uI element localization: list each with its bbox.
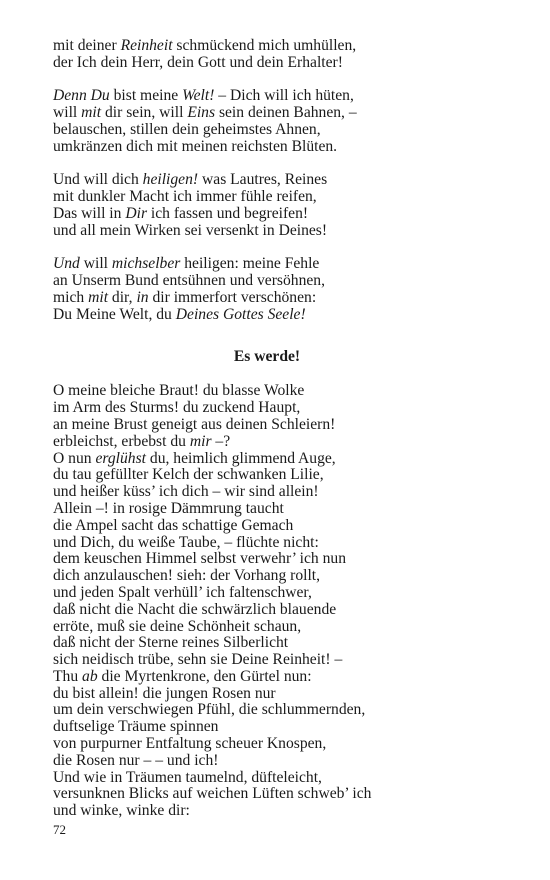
verse-line xyxy=(53,518,523,535)
verse-line xyxy=(53,686,523,703)
verse-line xyxy=(53,172,523,189)
verse-line xyxy=(53,273,523,290)
page-number: 72 xyxy=(53,822,66,837)
verse-line xyxy=(53,770,523,787)
text-segment: O nun xyxy=(53,449,96,467)
text-segment: im Arm des Sturms! du zuckend Haupt, xyxy=(53,399,301,417)
verse-line xyxy=(53,417,523,434)
text-segment: der Ich dein Herr, dein Gott und dein Erhalter! xyxy=(53,53,343,71)
text-segment: und heißer küss’ ich dich – wir sind allein! xyxy=(53,483,319,501)
italic-text: mir xyxy=(189,432,212,450)
text-segment: – Dich will ich hüten, xyxy=(214,87,354,105)
text-segment: du tau gefüllter Kelch der schwanken Lilie, xyxy=(53,466,324,484)
text-segment: und jeden Spalt verhüll’ ich faltenschwer, xyxy=(53,583,312,601)
text-segment: mich xyxy=(53,288,89,306)
verse-line xyxy=(53,307,523,324)
text-segment: die Ampel sacht das schattige Gemach xyxy=(53,516,294,534)
text-segment: dem keuschen Himmel selbst verwehr’ ich nun xyxy=(53,550,347,568)
text-segment: und Dich, du weiße Taube, – flüchte nicht: xyxy=(53,533,319,551)
italic-text: Dir xyxy=(125,204,148,222)
verse-line xyxy=(53,535,523,552)
text-segment: an meine Brust geneigt aus deinen Schleiern! xyxy=(53,415,336,433)
text-segment: was Lautres, Reines xyxy=(198,171,328,189)
text-segment: schmückend mich umhüllen, xyxy=(172,37,357,54)
italic-text: Deines Gottes Seele! xyxy=(175,305,306,323)
verse-line xyxy=(53,568,523,585)
text-segment: sein deinen Bahnen, – xyxy=(215,104,357,122)
text-segment: mit dunkler Macht ich immer fühle reifen, xyxy=(53,188,317,206)
text-segment: Allein –! in rosige Dämmrung taucht xyxy=(53,499,284,517)
verse-line xyxy=(53,256,523,273)
verse-line xyxy=(53,189,523,206)
text-segment: an Unserm Bund entsühnen und versöhnen, xyxy=(53,272,325,290)
italic-text: michselber xyxy=(111,255,181,273)
italic-text: Denn Du xyxy=(53,87,110,105)
text-segment: Und wie in Träumen taumelnd, düfteleicht, xyxy=(53,768,322,786)
text-segment: will xyxy=(53,104,82,122)
italic-text: Eins xyxy=(187,104,216,122)
text-segment: du, heimlich glimmend Auge, xyxy=(146,449,336,467)
book-page xyxy=(53,38,523,820)
text-segment: belauschen, stillen dein geheimstes Ahnen, xyxy=(53,120,321,138)
verse-line xyxy=(53,122,523,139)
text-segment: Du Meine Welt, du xyxy=(53,305,176,323)
verse-line xyxy=(53,223,523,240)
text-segment: will xyxy=(79,255,112,273)
verse-line xyxy=(53,88,523,105)
verse-line xyxy=(53,38,523,55)
verse-line xyxy=(53,753,523,770)
text-segment: heiligen: meine Fehle xyxy=(180,255,320,273)
text-segment: und winke, winke dir: xyxy=(53,802,190,820)
italic-text: heiligen! xyxy=(142,171,199,189)
verse-line xyxy=(53,467,523,484)
text-segment: dich anzulauschen! sieh: der Vorhang rollt, xyxy=(53,567,321,585)
italic-text: Welt! xyxy=(182,87,215,105)
verse-line xyxy=(53,484,523,501)
verse-line xyxy=(53,702,523,719)
verse-line xyxy=(53,619,523,636)
verse-line xyxy=(53,786,523,803)
preceding-poem-stanzas xyxy=(53,38,523,324)
text-segment: duftselige Träume spinnen xyxy=(53,718,219,736)
verse-line xyxy=(53,736,523,753)
text-segment: umkränzen dich mit meinen reichsten Blüten. xyxy=(53,137,338,155)
verse-line xyxy=(53,290,523,307)
text-segment: dir, xyxy=(108,288,137,306)
verse-line xyxy=(53,602,523,619)
italic-text: mit xyxy=(81,104,102,122)
text-segment: von purpurner Entfaltung scheuer Knospen, xyxy=(53,735,327,753)
text-segment: erbleichst, erbebst du xyxy=(53,432,190,450)
verse-line xyxy=(53,551,523,568)
text-segment: sich neidisch trübe, sehn sie Deine Reinheit! – xyxy=(53,651,343,669)
verse-line xyxy=(53,585,523,602)
verse-line xyxy=(53,652,523,669)
text-segment: und all mein Wirken sei versenkt in Deines! xyxy=(53,221,328,239)
text-segment: Und will dich xyxy=(53,171,143,189)
verse-line xyxy=(53,206,523,223)
verse-line xyxy=(53,719,523,736)
stanza xyxy=(53,88,523,155)
italic-text: Reinheit xyxy=(120,37,173,54)
stanza xyxy=(53,172,523,239)
verse-line xyxy=(53,803,523,820)
verse-line xyxy=(53,451,523,468)
stanza xyxy=(53,256,523,323)
italic-text: erglühst xyxy=(95,449,146,467)
verse-line xyxy=(53,434,523,451)
verse-line xyxy=(53,400,523,417)
verse-line xyxy=(53,139,523,156)
text-segment: O meine bleiche Braut! du blasse Wolke xyxy=(53,382,305,400)
text-segment: du bist allein! die jungen Rosen nur xyxy=(53,684,276,702)
italic-text: mit xyxy=(88,288,109,306)
text-segment: daß nicht der Sterne reines Silberlicht xyxy=(53,634,289,652)
italic-text: ab xyxy=(82,667,98,685)
verse-line xyxy=(53,105,523,122)
text-segment: bist meine xyxy=(109,87,183,105)
text-segment: ich fassen und begreifen! xyxy=(147,204,309,222)
italic-text: Und xyxy=(53,255,80,273)
italic-text: in xyxy=(136,288,149,306)
stanza xyxy=(53,38,523,72)
verse-line xyxy=(53,501,523,518)
text-segment: dir sein, will xyxy=(101,104,188,122)
text-segment: um dein verschwiegen Pfühl, die schlummernden, xyxy=(53,701,366,719)
poem-body xyxy=(53,383,523,820)
verse-line xyxy=(53,55,523,72)
text-segment: die Myrtenkrone, den Gürtel nun: xyxy=(97,667,312,685)
verse-line xyxy=(53,635,523,652)
text-segment: Thu xyxy=(53,667,83,685)
text-segment: versunknen Blicks auf weichen Lüften schweb’ ich xyxy=(53,785,372,803)
text-segment: die Rosen nur – – und ich! xyxy=(53,751,219,769)
text-segment: mit deiner xyxy=(53,37,121,54)
text-segment: Das will in xyxy=(53,204,126,222)
text-segment: –? xyxy=(211,432,231,450)
verse-line xyxy=(53,669,523,686)
text-segment: daß nicht die Nacht die schwärzlich blauende xyxy=(53,600,337,618)
text-segment: dir immerfort verschönen: xyxy=(148,288,317,306)
verse-line xyxy=(53,383,523,400)
poem-title: Es werde! xyxy=(233,347,301,365)
text-segment: erröte, muß sie deine Schönheit schaun, xyxy=(53,617,302,635)
